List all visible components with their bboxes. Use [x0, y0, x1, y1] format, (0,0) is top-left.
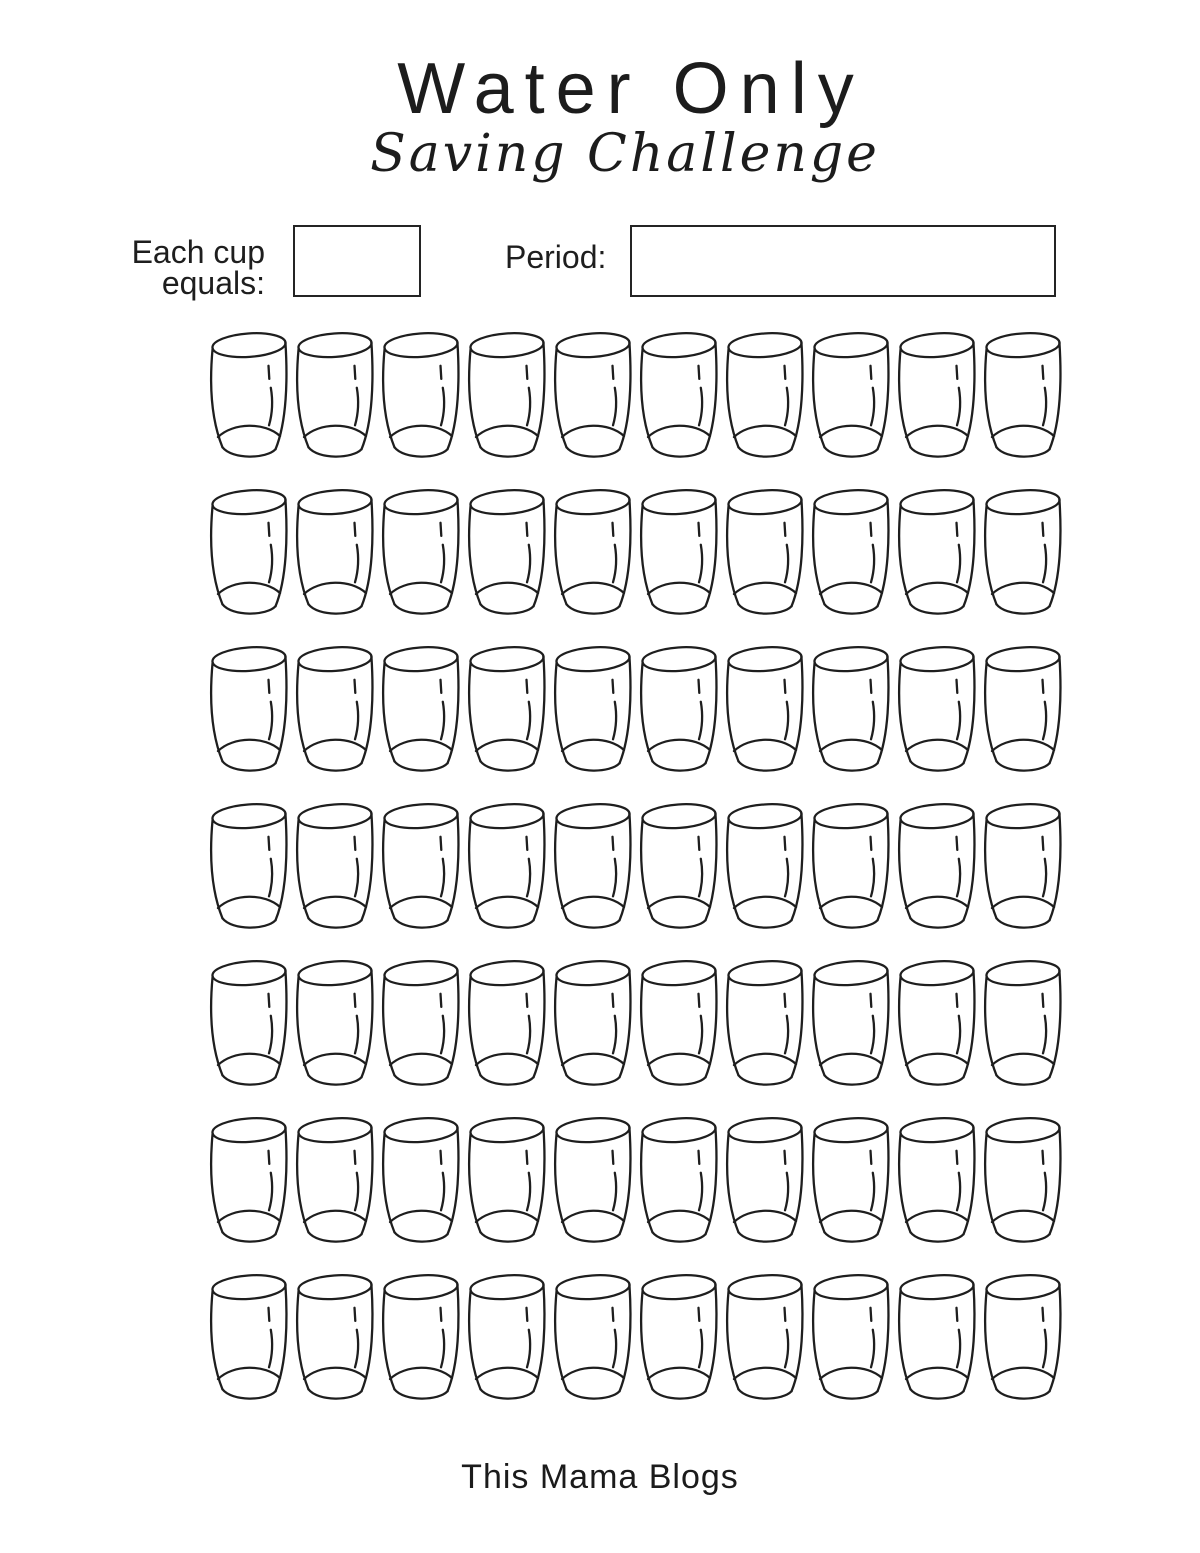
water-glass-icon[interactable]	[381, 487, 461, 620]
water-glass-icon[interactable]	[553, 330, 633, 463]
water-glass-icon[interactable]	[381, 644, 461, 777]
water-glass-icon[interactable]	[811, 330, 891, 463]
water-glass-icon[interactable]	[467, 1272, 547, 1405]
water-glass-icon[interactable]	[983, 644, 1063, 777]
water-glass-icon[interactable]	[811, 487, 891, 620]
water-glass-icon[interactable]	[553, 1272, 633, 1405]
period-input-box[interactable]	[630, 225, 1056, 297]
water-glass-icon[interactable]	[295, 1115, 375, 1248]
water-glass-icon[interactable]	[639, 1115, 719, 1248]
water-glass-icon[interactable]	[639, 958, 719, 1091]
water-glass-icon[interactable]	[639, 801, 719, 934]
water-glass-icon[interactable]	[553, 487, 633, 620]
water-glass-icon[interactable]	[983, 1272, 1063, 1405]
water-glass-icon[interactable]	[467, 801, 547, 934]
water-glass-icon[interactable]	[897, 958, 977, 1091]
water-glass-icon[interactable]	[725, 958, 805, 1091]
water-glass-icon[interactable]	[467, 958, 547, 1091]
water-glass-icon[interactable]	[897, 801, 977, 934]
water-glass-icon[interactable]	[553, 801, 633, 934]
credit-text: This Mama Blogs	[461, 1458, 739, 1496]
water-glass-icon[interactable]	[467, 644, 547, 777]
water-glass-icon[interactable]	[811, 958, 891, 1091]
water-glass-icon[interactable]	[467, 1115, 547, 1248]
water-glass-icon[interactable]	[295, 487, 375, 620]
cup-grid	[209, 330, 1063, 1405]
water-glass-icon[interactable]	[381, 958, 461, 1091]
water-glass-icon[interactable]	[209, 1115, 289, 1248]
cup-value-input-box[interactable]	[293, 225, 421, 297]
water-glass-icon[interactable]	[467, 330, 547, 463]
page-subtitle: Saving Challenge	[370, 124, 880, 184]
water-glass-icon[interactable]	[381, 801, 461, 934]
water-glass-icon[interactable]	[381, 330, 461, 463]
water-glass-icon[interactable]	[725, 1272, 805, 1405]
water-glass-icon[interactable]	[209, 487, 289, 620]
water-glass-icon[interactable]	[553, 644, 633, 777]
water-glass-icon[interactable]	[983, 487, 1063, 620]
water-glass-icon[interactable]	[295, 330, 375, 463]
water-glass-icon[interactable]	[295, 644, 375, 777]
water-glass-icon[interactable]	[553, 958, 633, 1091]
water-glass-icon[interactable]	[725, 487, 805, 620]
water-glass-icon[interactable]	[553, 1115, 633, 1248]
water-glass-icon[interactable]	[983, 330, 1063, 463]
water-glass-icon[interactable]	[381, 1272, 461, 1405]
water-glass-icon[interactable]	[811, 1115, 891, 1248]
water-glass-icon[interactable]	[811, 801, 891, 934]
water-glass-icon[interactable]	[983, 801, 1063, 934]
water-glass-icon[interactable]	[209, 958, 289, 1091]
period-label: Period:	[505, 239, 607, 275]
water-glass-icon[interactable]	[467, 487, 547, 620]
water-glass-icon[interactable]	[897, 330, 977, 463]
water-glass-icon[interactable]	[295, 801, 375, 934]
water-glass-icon[interactable]	[639, 487, 719, 620]
cup-value-label-line1: Each cup	[131, 234, 265, 270]
water-glass-icon[interactable]	[209, 330, 289, 463]
water-glass-icon[interactable]	[983, 1115, 1063, 1248]
water-glass-icon[interactable]	[725, 1115, 805, 1248]
water-glass-icon[interactable]	[897, 644, 977, 777]
water-glass-icon[interactable]	[725, 644, 805, 777]
water-glass-icon[interactable]	[811, 1272, 891, 1405]
water-glass-icon[interactable]	[811, 644, 891, 777]
water-glass-icon[interactable]	[897, 1115, 977, 1248]
water-glass-icon[interactable]	[639, 330, 719, 463]
water-glass-icon[interactable]	[639, 1272, 719, 1405]
water-glass-icon[interactable]	[295, 958, 375, 1091]
water-glass-icon[interactable]	[897, 487, 977, 620]
water-glass-icon[interactable]	[295, 1272, 375, 1405]
water-glass-icon[interactable]	[381, 1115, 461, 1248]
water-glass-icon[interactable]	[897, 1272, 977, 1405]
water-glass-icon[interactable]	[209, 801, 289, 934]
water-glass-icon[interactable]	[725, 801, 805, 934]
water-glass-icon[interactable]	[209, 1272, 289, 1405]
water-glass-icon[interactable]	[639, 644, 719, 777]
cup-value-label	[131, 234, 265, 301]
water-glass-icon[interactable]	[725, 330, 805, 463]
water-glass-icon[interactable]	[983, 958, 1063, 1091]
cup-value-label-line2: equals:	[161, 265, 265, 301]
water-glass-icon[interactable]	[209, 644, 289, 777]
page-title: Water Only	[397, 49, 865, 129]
